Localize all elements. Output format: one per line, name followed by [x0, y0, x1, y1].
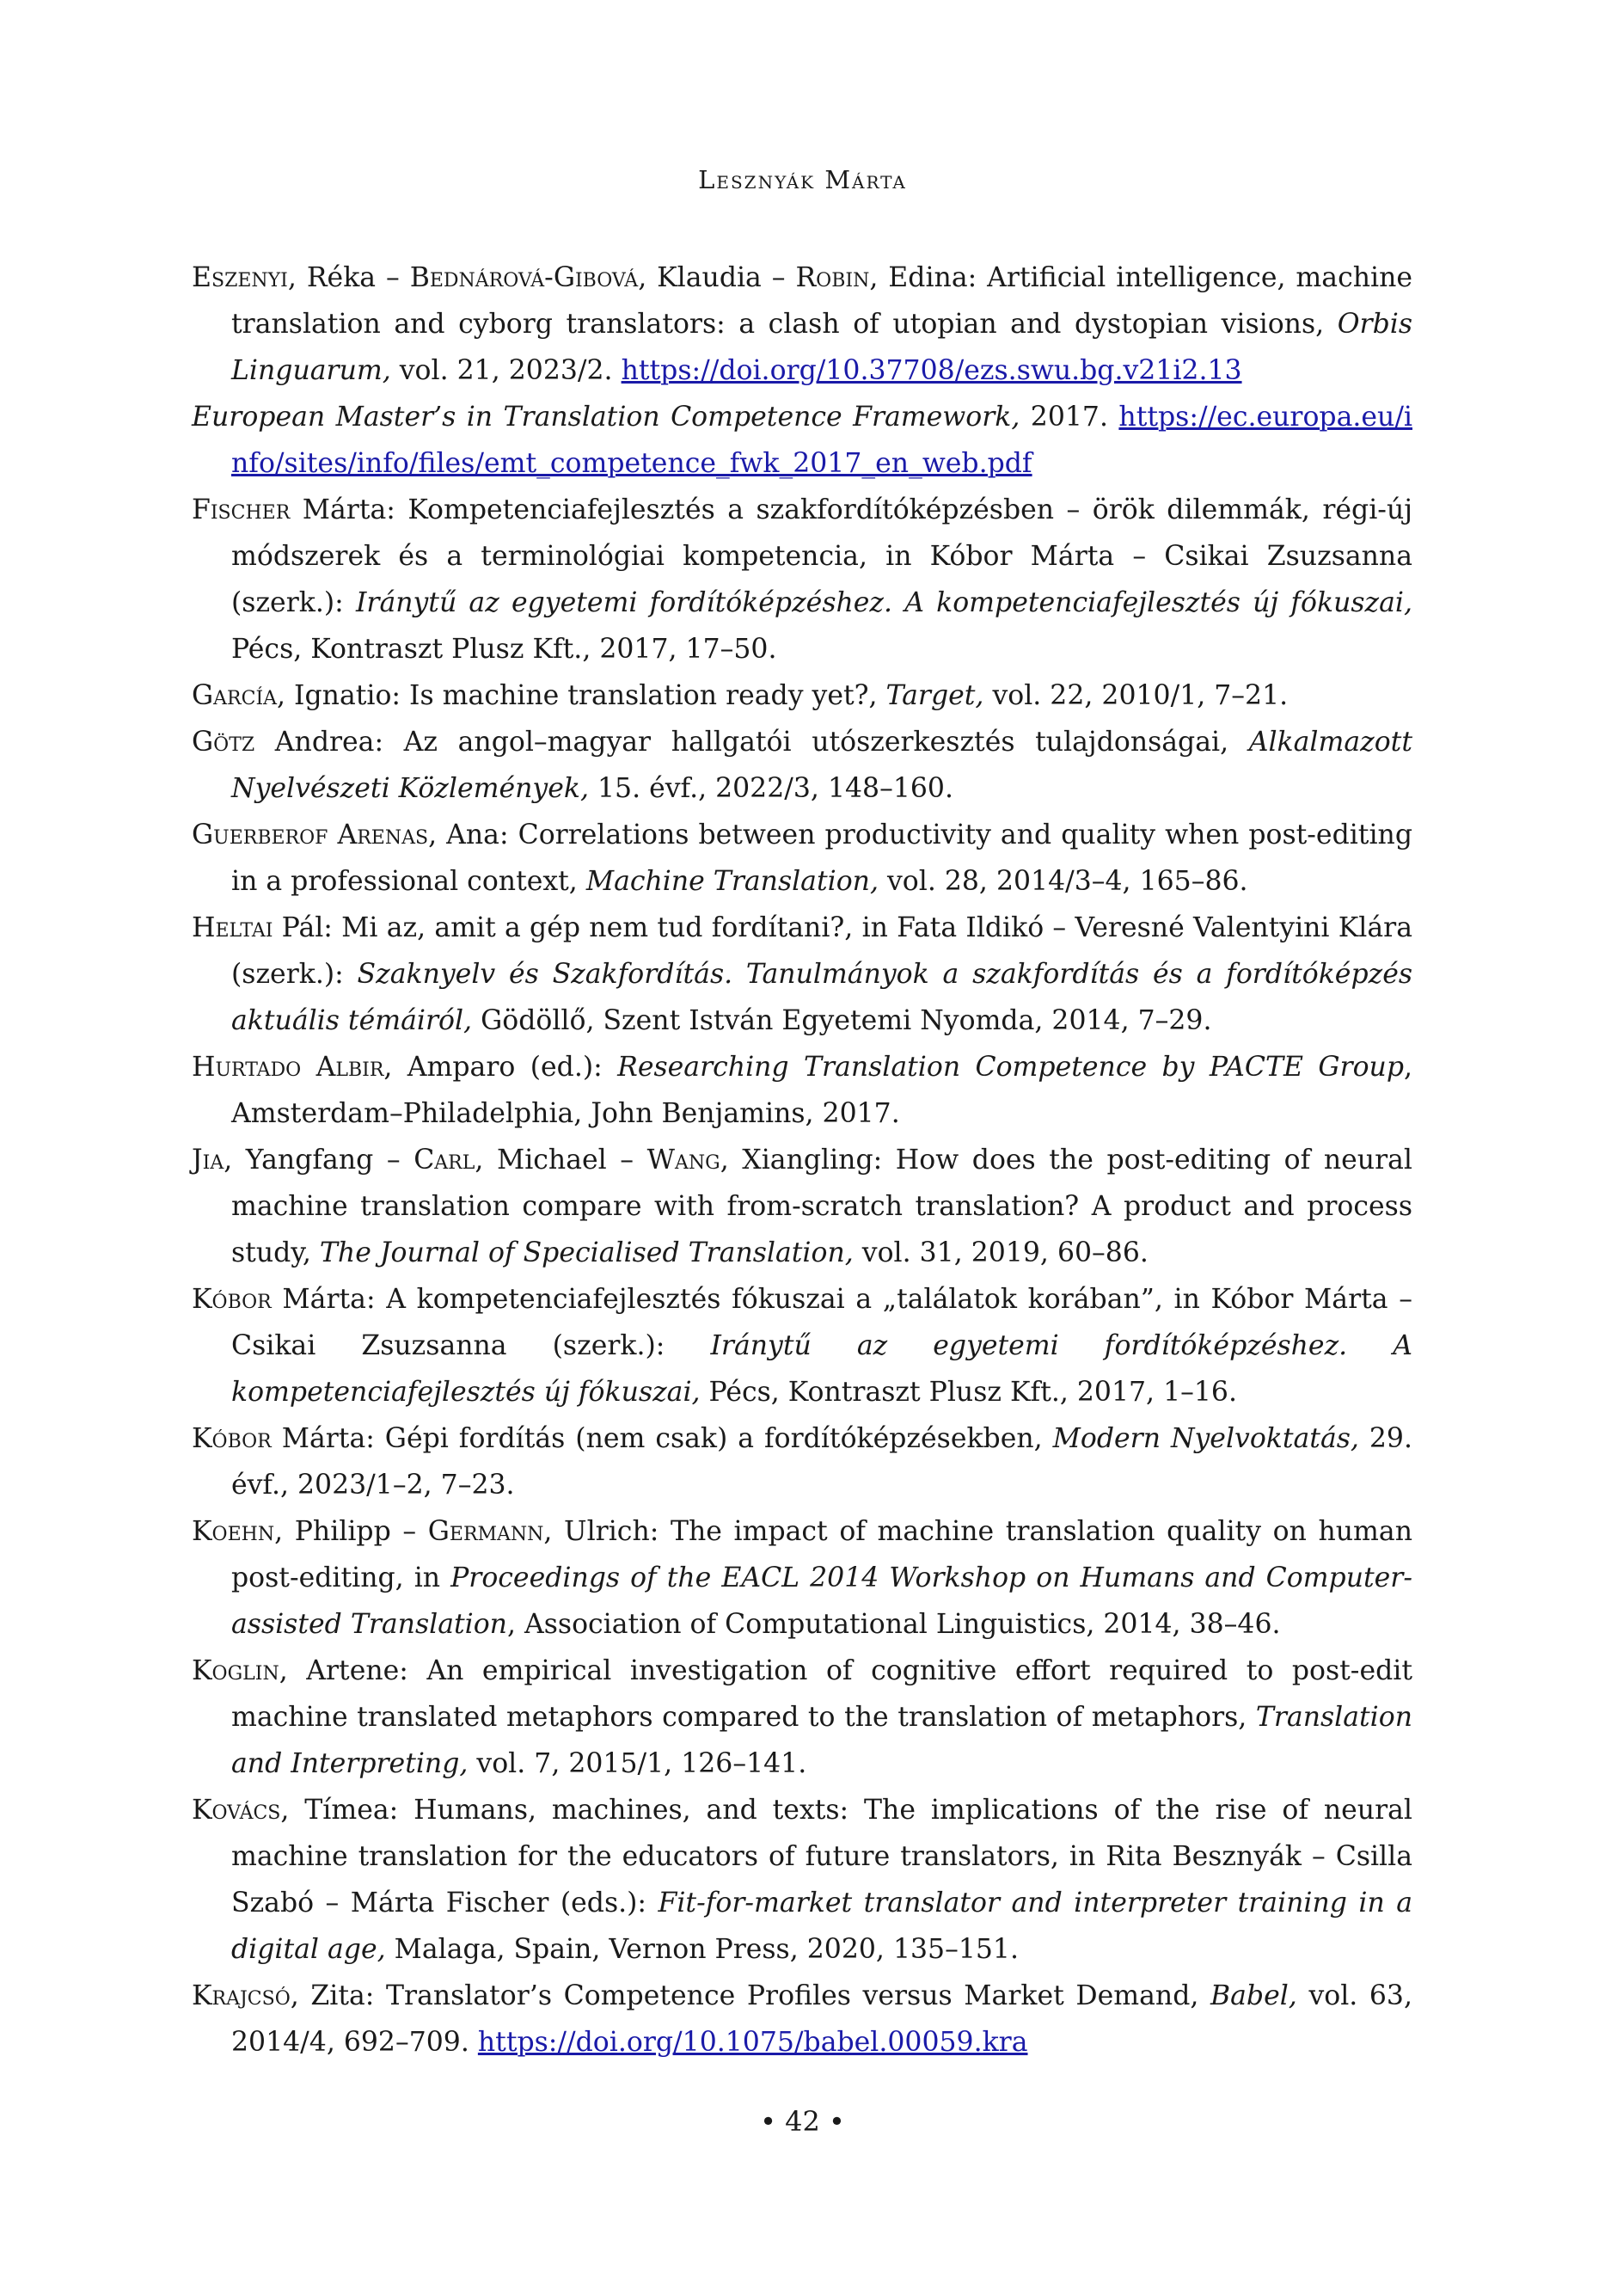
work-title: Szaknyelv és Szakfordítás. Tanulmányok a szakfordítás és a fordítóképzés aktuális témáiról, [231, 959, 1413, 1036]
author-name: Koehn [192, 1516, 275, 1547]
reference-text: vol. 28, 2014/3–4, 165–86. [878, 866, 1248, 897]
work-title: Researching Translation Competence by PACTE Group [617, 1052, 1404, 1083]
reference-entry [192, 1137, 1412, 1276]
reference-entry [192, 672, 1412, 719]
reference-link[interactable]: https://doi.org/10.37708/ezs.swu.bg.v21i2.13 [621, 355, 1242, 386]
author-name: Kovács [192, 1795, 281, 1826]
author-name: Götz [192, 727, 255, 758]
reference-text: , Xiangling: How does the post-editing of neural machine translation compare with from-scratch translation? A product and process study, [231, 1145, 1413, 1268]
reference-entry [192, 1276, 1412, 1415]
reference-entry [192, 905, 1412, 1044]
reference-entry [192, 1508, 1412, 1648]
work-title: Target, [885, 680, 984, 711]
reference-text: Andrea: Az angol–magyar hallgatói utószerkesztés tulajdonságai, [254, 727, 1249, 758]
reference-text: Pál: Mi az, amit a gép nem tud fordítani?, in Fata Ildikó – Veresné Valentyini Klára (szerk.): [231, 912, 1412, 990]
author-name: Koglin [192, 1655, 279, 1686]
author-name: Bednárová-Gibová [409, 262, 639, 293]
reference-text: , Yangfang – [224, 1145, 414, 1176]
reference-text: , Réka – [287, 262, 410, 293]
work-title: Modern Nyelvoktatás, [1052, 1423, 1359, 1454]
reference-text: Márta: Gépi fordítás (nem csak) a fordítóképzésekben, [271, 1423, 1053, 1454]
reference-text: Márta: A kompetenciafejlesztés fókuszai a „találatok korában”, in Kóbor Márta – Csikai Zsuzsanna (szerk.): [231, 1284, 1412, 1361]
reference-text: vol. 31, 2019, 60–86. [853, 1237, 1149, 1268]
reference-text: vol. 7, 2015/1, 126–141. [468, 1748, 807, 1779]
page-number: • 42 • [760, 2105, 845, 2138]
reference-text: , Michael – [475, 1145, 647, 1176]
work-title: Iránytű az egyetemi fordítóképzéshez. A kompetenciafejlesztés új fókuszai, [355, 587, 1412, 618]
reference-text: Malaga, Spain, Vernon Press, 2020, 135–151. [385, 1934, 1019, 1965]
reference-text: Gödöllő, Szent István Egyetemi Nyomda, 2014, 7–29. [472, 1005, 1212, 1036]
author-name: Fischer [192, 494, 291, 525]
work-title: Proceedings of the EACL 2014 Workshop on Humans and Computer-assisted Translation [231, 1562, 1413, 1640]
reference-text: 15. évf., 2022/3, 148–160. [588, 773, 953, 804]
reference-text: , Zita: Translator’s Competence Profiles versus Market Demand, [290, 1980, 1210, 2011]
reference-link[interactable]: https://doi.org/10.1075/babel.00059.kra [477, 2027, 1028, 2058]
reference-text: Pécs, Kontraszt Plusz Kft., 2017, 17–50. [231, 634, 777, 665]
author-name: Wang [646, 1145, 720, 1176]
reference-text: , Ignatio: Is machine translation ready yet?, [277, 680, 886, 711]
reference-text: 2017. [1020, 402, 1119, 433]
reference-entry [192, 719, 1412, 812]
author-name: Germann [427, 1516, 544, 1547]
running-head: Lesznyák Márta [698, 165, 907, 194]
author-name: Eszenyi [192, 262, 288, 293]
author-name: Heltai [192, 912, 273, 943]
reference-entry [192, 255, 1412, 394]
reference-entry [192, 1973, 1412, 2066]
author-name: Hurtado Albir [192, 1052, 384, 1083]
reference-entry [192, 1648, 1412, 1787]
reference-text: , Klaudia – [638, 262, 796, 293]
work-title: Alkalmazott Nyelvészeti Közlemények, [231, 727, 1412, 804]
reference-text: Márta: Kompetenciafejlesztés a szakfordítóképzésben – örök dilemmák, régi-új módszerek és a terminológiai kompetencia, in Kóbor Márta – Csikai Zsuzsanna (szerk.): [231, 494, 1412, 618]
reference-text: , Tímea: Humans, machines, and texts: The implications of the rise of neural machine translation for the educators of future translators, in Rita Besznyák – Csilla Szabó – Márta Fischer (eds.): [231, 1795, 1412, 1918]
reference-text: vol. 21, 2023/2. [390, 355, 622, 386]
reference-text: vol. 22, 2010/1, 7–21. [983, 680, 1289, 711]
work-title: The Journal of Specialised Translation, [319, 1237, 854, 1268]
reference-text: , Ana: Correlations between productivity and quality when post-editing in a professional context, [231, 820, 1412, 897]
author-name: Kóbor [192, 1423, 272, 1454]
author-name: García [192, 680, 278, 711]
author-name: Guerberof Arenas [192, 820, 429, 850]
author-name: Kóbor [192, 1284, 272, 1315]
work-title: Orbis Linguarum, [231, 309, 1412, 386]
work-title: Translation and Interpreting, [231, 1702, 1412, 1779]
work-title: European Master’s in Translation Competence Framework, [192, 402, 1020, 433]
reference-text: , Philipp – [274, 1516, 428, 1547]
reference-entry [192, 812, 1412, 905]
author-name: Krajcsó [192, 1980, 291, 2011]
reference-text: vol. 63, 2014/4, 692–709. [231, 1980, 1412, 2058]
work-title: Babel, [1210, 1980, 1297, 2011]
reference-list [192, 255, 1412, 2066]
author-name: Carl [414, 1145, 475, 1176]
work-title: Fit-for-market translator and interpreter training in a digital age, [231, 1888, 1412, 1965]
reference-text: , Amparo (ed.): [383, 1052, 618, 1083]
reference-entry [192, 487, 1412, 672]
work-title: Machine Translation, [585, 866, 879, 897]
work-title: Iránytű az egyetemi fordítóképzéshez. A kompetenciafejlesztés új fókuszai, [231, 1330, 1412, 1408]
reference-entry [192, 1044, 1412, 1137]
reference-text: , Artene: An empirical investigation of cognitive effort required to post-edit machine translated metaphors compared to the translation of metaphors, [231, 1655, 1412, 1733]
reference-text: , Association of Computational Linguistics, 2014, 38–46. [506, 1609, 1281, 1640]
reference-text: 29. évf., 2023/1–2, 7–23. [231, 1423, 1412, 1501]
author-name: Robin [795, 262, 870, 293]
reference-text: , Ulrich: The impact of machine translation quality on human post-editing, in [231, 1516, 1412, 1593]
author-name: Jia [192, 1145, 224, 1176]
reference-entry [192, 1415, 1412, 1508]
reference-entry [192, 1787, 1412, 1973]
reference-entry [192, 394, 1412, 487]
reference-link[interactable]: https://ec.europa.eu/info/sites/info/files/emt_competence_fwk_2017_en_web.pdf [231, 402, 1412, 479]
reference-text: Pécs, Kontraszt Plusz Kft., 2017, 1–16. [700, 1377, 1237, 1408]
reference-text: , Edina: Artificial intelligence, machine translation and cyborg translators: a clash of utopian and dystopian visions, [231, 262, 1412, 340]
reference-text: , Amsterdam–Philadelphia, John Benjamins, 2017. [231, 1052, 1413, 1129]
